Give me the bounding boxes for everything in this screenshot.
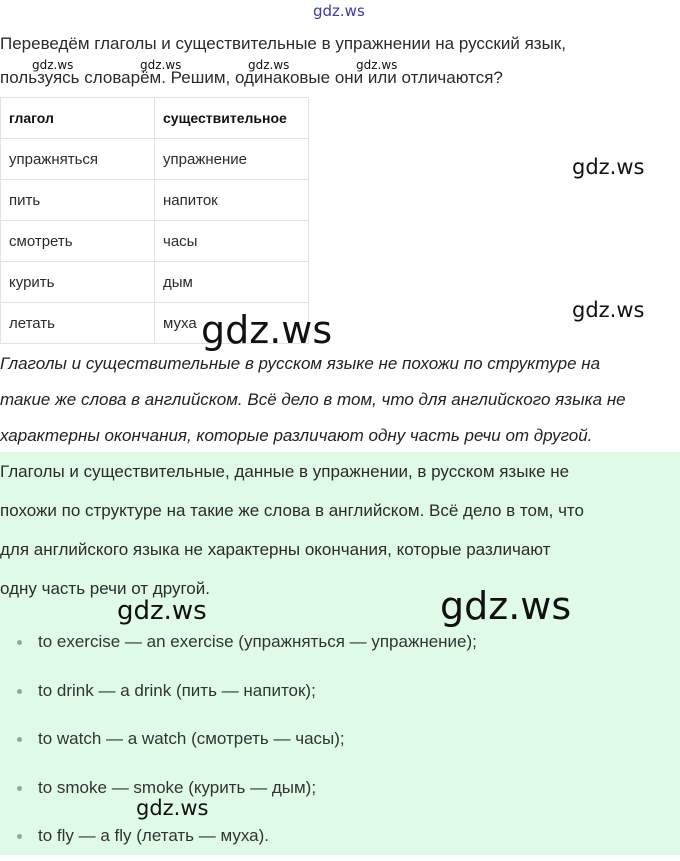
column-header-verb: глагол [1, 98, 155, 139]
list-item-text: to smoke — smoke (курить — дым); [38, 777, 317, 797]
table-row [1, 139, 309, 180]
list-item [0, 667, 477, 716]
list-item-text: to watch — a watch (смотреть — часы); [38, 729, 345, 748]
watermark-small-3: gdz.ws [248, 58, 290, 72]
noun-cell: упражнение [155, 139, 309, 180]
italic-line-2: такие же слова в английском. Всё дело в том, что для английского языка не [0, 390, 626, 409]
watermark-small-1: gdz.ws [32, 58, 74, 72]
list-item-text: to drink — a drink (пить — напиток); [38, 680, 316, 700]
answer-line-1: Глаголы и существительные, данные в упражнении, в русском языке не [0, 462, 570, 481]
bullet-icon [17, 640, 22, 645]
table-header-row [1, 98, 309, 139]
watermark-center: gdz.ws [201, 308, 333, 352]
verb-cell: летать [1, 303, 155, 344]
italic-paragraph [0, 346, 680, 454]
bullet-icon [17, 689, 22, 694]
noun-cell: напиток [155, 180, 309, 221]
bullet-icon [17, 834, 22, 839]
italic-line-3: характерны окончания, которые различают одну часть речи от другой. [0, 426, 593, 445]
table-row [1, 221, 309, 262]
list-item [0, 764, 477, 813]
word-pairs-list [0, 618, 477, 861]
watermark-small-2: gdz.ws [140, 58, 182, 72]
watermark-list: gdz.ws [136, 796, 209, 820]
answer-line-3: для английского языка не характерны окончания, которые различают [0, 540, 551, 559]
watermark-answer-left: gdz.ws [117, 596, 207, 626]
noun-cell: часы [155, 221, 309, 262]
list-item [0, 715, 477, 764]
noun-cell: муха [155, 303, 309, 344]
bullet-icon [17, 786, 22, 791]
vocabulary-table [0, 97, 309, 344]
noun-cell: дым [155, 262, 309, 303]
table-row [1, 262, 309, 303]
answer-line-2: похожи по структуре на такие же слова в английском. Всё дело в том, что [0, 501, 584, 520]
column-header-noun: существительное [155, 98, 309, 139]
verb-cell: курить [1, 262, 155, 303]
list-item-text: to fly — a fly (летать — муха). [38, 826, 270, 845]
verb-cell: упражняться [1, 139, 155, 180]
watermark-right-2: gdz.ws [572, 298, 645, 322]
watermark-answer-big: gdz.ws [440, 584, 572, 628]
watermark-right-1: gdz.ws [572, 155, 645, 179]
verb-cell: пить [1, 180, 155, 221]
answer-paragraph [0, 452, 676, 608]
verb-cell: смотреть [1, 221, 155, 262]
intro-line-2: пользуясь словарём. Решим, одинаковые они или отличаются? [0, 68, 503, 87]
intro-paragraph [0, 34, 680, 88]
list-item [0, 618, 477, 667]
italic-line-1: Глаголы и существительные в русском языке не похожи по структуре на [0, 354, 601, 373]
list-item-text: to exercise — an exercise (упражняться — упражнение); [38, 632, 477, 651]
table-row [1, 180, 309, 221]
intro-line-1: Переведём глаголы и существительные в упражнении на русский язык, [0, 34, 566, 53]
watermark-top: gdz.ws [313, 2, 365, 20]
bullet-icon [17, 737, 22, 742]
answer-line-4: одну часть речи от другой. [0, 579, 210, 598]
list-item [0, 812, 477, 861]
watermark-small-4: gdz.ws [356, 58, 398, 72]
